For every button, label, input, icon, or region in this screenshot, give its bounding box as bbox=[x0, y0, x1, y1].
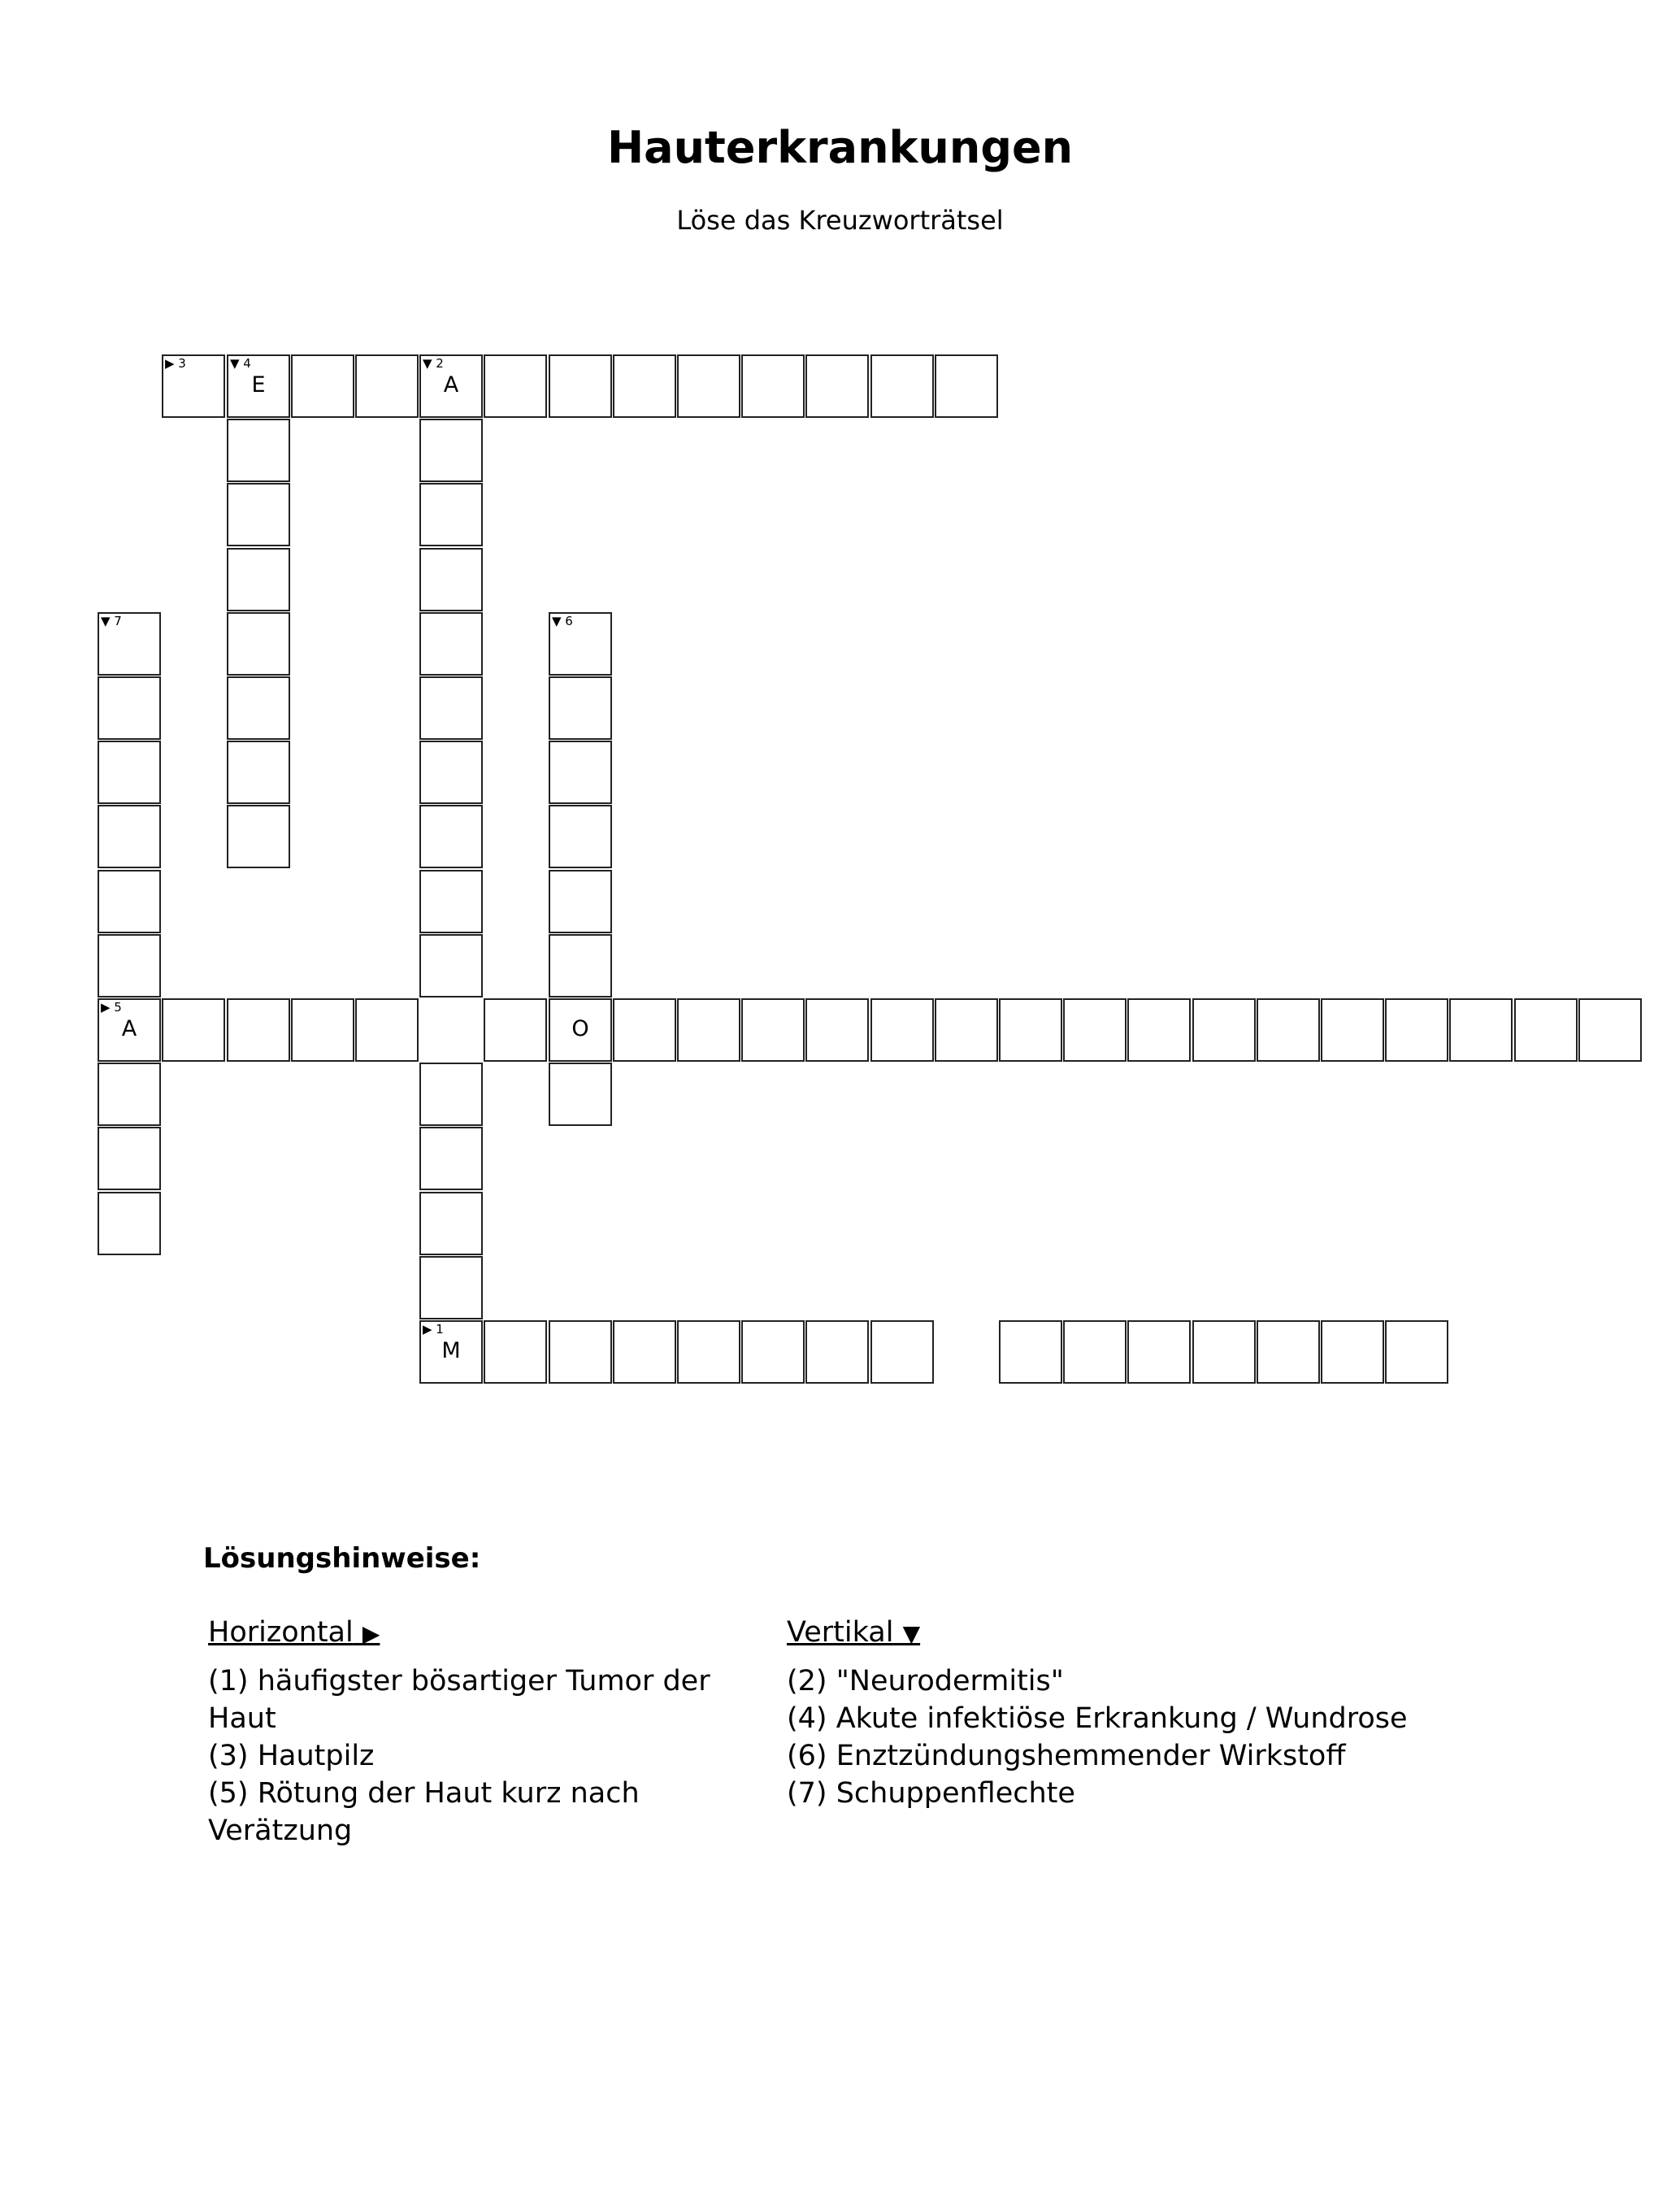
crossword-cell[interactable] bbox=[227, 483, 290, 546]
crossword-cell[interactable] bbox=[98, 805, 161, 868]
crossword-cell[interactable] bbox=[419, 1192, 483, 1255]
clue-horizontal-1: (1) häufigster bösartiger Tumor der Haut bbox=[208, 1665, 710, 1735]
crossword-cell[interactable] bbox=[549, 676, 612, 740]
crossword-cell[interactable] bbox=[1578, 998, 1642, 1062]
crossword-cell[interactable] bbox=[98, 612, 161, 676]
page-title: Hauterkrankungen bbox=[606, 122, 1074, 173]
arrow-down-icon: ▼ bbox=[902, 1620, 921, 1647]
vertical-clues bbox=[787, 1614, 1518, 1812]
crossword-cell[interactable] bbox=[805, 998, 869, 1062]
crossword-cell[interactable] bbox=[227, 419, 290, 482]
crossword-cell[interactable] bbox=[549, 998, 612, 1062]
crossword-cell[interactable] bbox=[98, 1127, 161, 1190]
crossword-cell[interactable] bbox=[741, 998, 805, 1062]
crossword-cell[interactable] bbox=[419, 870, 483, 933]
crossword-cell[interactable] bbox=[1449, 998, 1513, 1062]
crossword-cell[interactable] bbox=[227, 548, 290, 611]
clue-number: ▼ 2 bbox=[423, 356, 444, 371]
vertical-heading bbox=[787, 1614, 1518, 1653]
crossword-cell[interactable] bbox=[419, 805, 483, 868]
crossword-cell[interactable] bbox=[1127, 998, 1191, 1062]
crossword-cell[interactable] bbox=[870, 1320, 934, 1384]
clue-horizontal-3: (3) Hautpilz bbox=[208, 1740, 375, 1772]
crossword-cell[interactable] bbox=[935, 354, 998, 418]
clue-vertical-4: (4) Akute infektiöse Erkrankung / Wundrose bbox=[787, 1702, 1408, 1735]
crossword-cell[interactable] bbox=[935, 998, 998, 1062]
crossword-cell[interactable] bbox=[419, 354, 483, 418]
crossword-cell[interactable] bbox=[419, 419, 483, 482]
crossword-cell[interactable] bbox=[1514, 998, 1578, 1062]
arrow-right-icon: ▶ bbox=[362, 1620, 380, 1647]
crossword-cell[interactable] bbox=[1192, 998, 1256, 1062]
crossword-cell[interactable] bbox=[613, 1320, 676, 1384]
crossword-cell[interactable] bbox=[1127, 1320, 1191, 1384]
clue-number: ▼ 6 bbox=[552, 614, 573, 628]
crossword-cell[interactable] bbox=[291, 354, 354, 418]
crossword-cell[interactable] bbox=[549, 805, 612, 868]
given-letter: A bbox=[443, 372, 459, 398]
clue-number: ▶ 3 bbox=[165, 356, 186, 371]
crossword-cell[interactable] bbox=[419, 1127, 483, 1190]
clue-number: ▼ 7 bbox=[101, 614, 122, 628]
clue-horizontal-5: (5) Rötung der Haut kurz nach Verätzung bbox=[208, 1777, 640, 1847]
crossword-cell[interactable] bbox=[419, 1320, 483, 1384]
crossword-cell[interactable] bbox=[1385, 1320, 1448, 1384]
crossword-cell[interactable] bbox=[419, 548, 483, 611]
clue-number: ▶ 5 bbox=[101, 1000, 122, 1015]
crossword-cell[interactable] bbox=[549, 1320, 612, 1384]
crossword-cell[interactable] bbox=[549, 354, 612, 418]
crossword-cell[interactable] bbox=[870, 354, 934, 418]
horizontal-label: Horizontal bbox=[208, 1616, 354, 1649]
horizontal-clues bbox=[208, 1614, 736, 1849]
crossword-cell[interactable] bbox=[162, 354, 225, 418]
horizontal-heading bbox=[208, 1614, 736, 1653]
given-letter: O bbox=[571, 1016, 589, 1041]
crossword-cell[interactable] bbox=[98, 741, 161, 804]
crossword-cell[interactable] bbox=[162, 998, 225, 1062]
crossword-cell[interactable] bbox=[677, 998, 740, 1062]
crossword-cell[interactable] bbox=[741, 1320, 805, 1384]
crossword-cell[interactable] bbox=[549, 1063, 612, 1126]
crossword-cell[interactable] bbox=[1385, 998, 1448, 1062]
crossword-cell[interactable] bbox=[1192, 1320, 1256, 1384]
crossword-cell[interactable] bbox=[419, 1256, 483, 1319]
crossword-cell[interactable] bbox=[999, 1320, 1062, 1384]
crossword-cell[interactable] bbox=[419, 612, 483, 676]
crossword-cell[interactable] bbox=[484, 998, 547, 1062]
crossword-cell[interactable] bbox=[227, 805, 290, 868]
crossword-cell[interactable] bbox=[419, 483, 483, 546]
clue-number: ▶ 1 bbox=[423, 1322, 444, 1337]
crossword-cell[interactable] bbox=[677, 354, 740, 418]
crossword-cell[interactable] bbox=[1063, 998, 1127, 1062]
crossword-cell[interactable] bbox=[291, 998, 354, 1062]
crossword-cell[interactable] bbox=[613, 354, 676, 418]
vertical-label: Vertikal bbox=[787, 1616, 894, 1649]
crossword-cell[interactable] bbox=[484, 1320, 547, 1384]
crossword-cell[interactable] bbox=[677, 1320, 740, 1384]
crossword-cell[interactable] bbox=[549, 741, 612, 804]
given-letter: M bbox=[441, 1338, 461, 1363]
crossword-cell[interactable] bbox=[419, 676, 483, 740]
crossword-cell[interactable] bbox=[549, 934, 612, 998]
clue-vertical-7: (7) Schuppenflechte bbox=[787, 1777, 1075, 1810]
crossword-cell[interactable] bbox=[98, 998, 161, 1062]
crossword-cell[interactable] bbox=[549, 870, 612, 933]
clue-number: ▼ 4 bbox=[230, 356, 251, 371]
crossword-cell[interactable] bbox=[549, 612, 612, 676]
crossword-cell[interactable] bbox=[355, 354, 419, 418]
crossword-cell[interactable] bbox=[98, 934, 161, 998]
crossword-cell[interactable] bbox=[98, 1192, 161, 1255]
crossword-cell[interactable] bbox=[98, 870, 161, 933]
crossword-cell[interactable] bbox=[484, 354, 547, 418]
crossword-cell[interactable] bbox=[613, 998, 676, 1062]
crossword-cell[interactable] bbox=[419, 1063, 483, 1126]
given-letter: A bbox=[121, 1016, 137, 1041]
crossword-cell[interactable] bbox=[227, 354, 290, 418]
crossword-cell[interactable] bbox=[419, 934, 483, 998]
hints-heading: Lösungshinweise: bbox=[203, 1542, 481, 1575]
crossword-cell[interactable] bbox=[98, 676, 161, 740]
crossword-cell[interactable] bbox=[227, 741, 290, 804]
crossword-cell[interactable] bbox=[98, 1063, 161, 1126]
crossword-cell[interactable] bbox=[1321, 998, 1384, 1062]
page-subtitle: Löse das Kreuzworträtsel bbox=[676, 205, 1004, 236]
given-letter: E bbox=[251, 372, 266, 398]
crossword-cell[interactable] bbox=[1321, 1320, 1384, 1384]
crossword-cell[interactable] bbox=[355, 998, 419, 1062]
crossword-cell[interactable] bbox=[999, 998, 1062, 1062]
crossword-cell[interactable] bbox=[419, 741, 483, 804]
crossword-cell[interactable] bbox=[870, 998, 934, 1062]
crossword-cell[interactable] bbox=[1063, 1320, 1127, 1384]
crossword-cell[interactable] bbox=[805, 354, 869, 418]
crossword-cell[interactable] bbox=[227, 998, 290, 1062]
clue-vertical-6: (6) Enztzündungshemmender Wirkstoff bbox=[787, 1740, 1346, 1772]
crossword-cell[interactable] bbox=[741, 354, 805, 418]
crossword-cell[interactable] bbox=[805, 1320, 869, 1384]
clue-vertical-2: (2) "Neurodermitis" bbox=[787, 1665, 1064, 1697]
crossword-cell[interactable] bbox=[1257, 1320, 1320, 1384]
crossword-cell[interactable] bbox=[227, 676, 290, 740]
crossword-cell[interactable] bbox=[1257, 998, 1320, 1062]
crossword-cell[interactable] bbox=[227, 612, 290, 676]
